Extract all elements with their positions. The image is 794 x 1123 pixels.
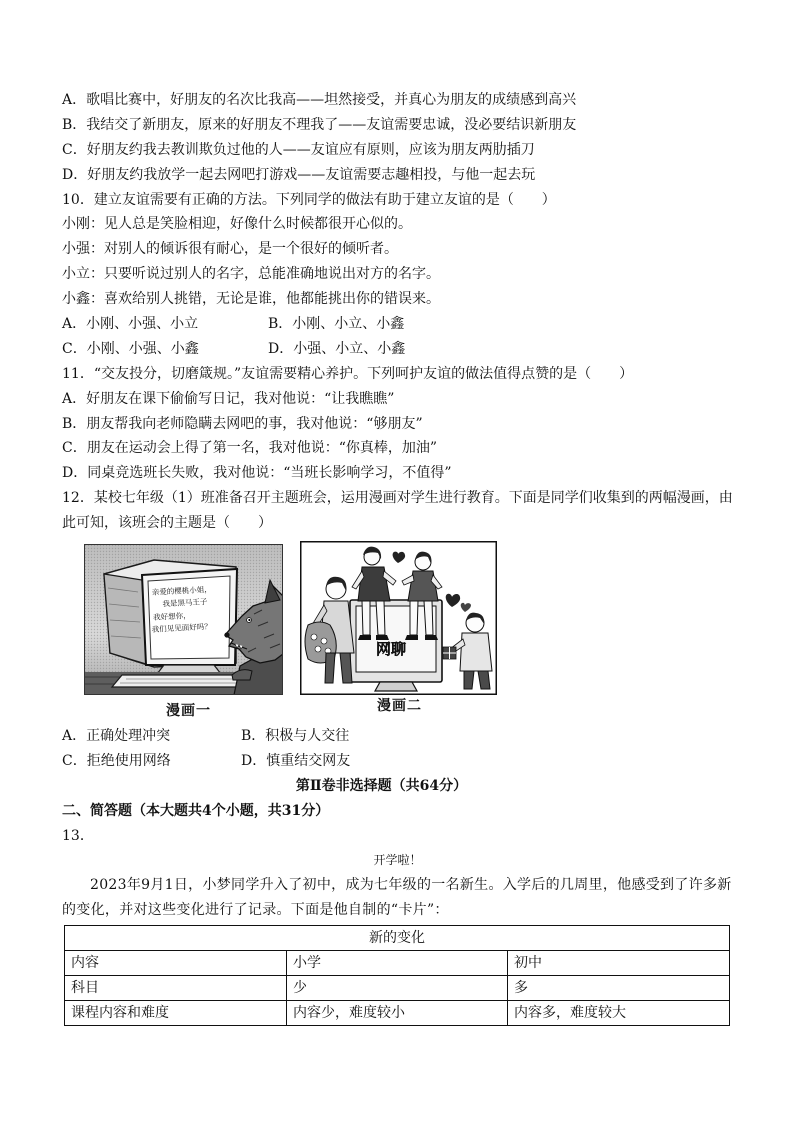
- q13-paragraph-line-2: 的变化，并对这些变化进行了记录。下面是他自制的“卡片”：: [62, 902, 449, 919]
- screen-message-line-3: 我好想你，: [152, 610, 191, 622]
- keyboard: [112, 675, 246, 687]
- q10-statement-xiaoqiang: 小强：对别人的倾诉很有耐心，是一个很好的倾听者。: [62, 241, 398, 258]
- screen-message-line-4: 我们见见面好吗？: [151, 621, 212, 634]
- table-title-row: [65, 926, 730, 951]
- table-cell: 课程内容和难度: [65, 1001, 287, 1026]
- screen-message-line-2: 我是黑马王子: [162, 597, 208, 609]
- table-row: [65, 1001, 730, 1026]
- q10-option-c: C．小刚、小强、小鑫: [62, 340, 199, 357]
- q12-stem-line-1: 12．某校七年级（1）班准备召开主题班会，运用漫画对学生进行教育。下面是同学们收集到的两幅漫画，由: [62, 490, 733, 507]
- table-row: [65, 976, 730, 1001]
- q10-option-b: B．小刚、小立、小鑫: [268, 316, 405, 333]
- q11-option-d: D．同桌竞选班长失败，我对他说：“当班长影响学习，不值得”: [62, 465, 452, 482]
- table-title: 新的变化: [65, 926, 730, 951]
- table-header-cell: 内容: [65, 951, 287, 976]
- cartoon-2: [300, 541, 497, 695]
- q9-option-a: A．歌唱比赛中，好朋友的名次比我高——坦然接受，并真心为朋友的成绩感到高兴: [62, 92, 577, 108]
- q12-options-row-2: [62, 749, 729, 774]
- table-header-row: [65, 951, 730, 976]
- cartoon-2-illustration: [300, 541, 497, 695]
- part2-title: 第Ⅱ卷非选择题（共64分）: [295, 777, 468, 794]
- table-cell: 少: [287, 976, 508, 1001]
- cartoon-1: [84, 544, 283, 695]
- gift-man-body: [460, 633, 492, 671]
- q10-options-row-2: [62, 337, 729, 362]
- table-cell: 内容多，难度较大: [508, 1001, 730, 1026]
- q9-option-d: D．好朋友约我放学一起去网吧打游戏——友谊需要志趣相投，与他一起去玩: [62, 166, 536, 183]
- table-cell: 多: [508, 976, 730, 1001]
- q9-option-b: B．我结交了新朋友，原来的好朋友不理我了——友谊需要忠诚，没必要结识新朋友: [62, 116, 577, 133]
- q9-option-c: C．好朋友约我去教训欺负过他的人——友谊应有原则，应该为朋友两肋插刀: [62, 141, 535, 158]
- q13-paragraph-line-1: 2023年9月1日，小梦同学升入了初中，成为七年级的一名新生。入学后的几周里，他感受到了许多新: [90, 877, 732, 894]
- q10-statement-xiaogang: 小刚：见人总是笑脸相迎，好像什么时候都很开心似的。: [62, 216, 412, 233]
- q10-option-d: D．小强、小立、小鑫: [268, 340, 406, 357]
- computer-monitor: [104, 560, 237, 674]
- q12-stem-line-2: 此可知，该班会的主题是（ ）: [62, 515, 272, 532]
- q10-statement-xiaoxin: 小鑫：喜欢给别人挑错，无论是谁，他都能挑出你的错误来。: [62, 291, 440, 308]
- q12-option-b: B．积极与人交往: [241, 728, 350, 744]
- screen-message-line-1: 亲爱的樱桃小姐，: [151, 584, 212, 597]
- table-header-cell: 初中: [508, 951, 730, 976]
- q10-options-row-1: [62, 312, 729, 337]
- cartoon-2-caption: 漫画二: [377, 698, 422, 714]
- wolf-nose: [224, 632, 229, 637]
- q11-option-a: A．好朋友在课下偷偷写日记，我对他说：“让我瞧瞧”: [62, 390, 395, 407]
- questions-block-lower: [62, 724, 732, 923]
- questions-block-upper: [62, 88, 733, 536]
- q13-number: 13．: [62, 827, 94, 844]
- changes-table: [64, 925, 730, 1026]
- table-header-cell: 小学: [287, 951, 508, 976]
- monitor-stand: [375, 682, 417, 691]
- table-cell: 科目: [65, 976, 287, 1001]
- q10-statement-xiaoli: 小立：只要听说过别人的名字，总能准确地说出对方的名字。: [62, 266, 440, 283]
- table-cell: 内容少，难度较小: [287, 1001, 508, 1026]
- monitor-label: 网聊: [375, 640, 407, 658]
- section-heading: 二、简答题（本大题共4个小题，共31分）: [62, 802, 330, 819]
- q11-option-c: C．朋友在运动会上得了第一名，我对他说：“你真棒，加油”: [62, 440, 438, 457]
- q12-option-c: C．拒绝使用网络: [62, 752, 171, 769]
- q11-option-b: B．朋友帮我向老师隐瞒去网吧的事，我对他说：“够朋友”: [62, 415, 423, 432]
- q11-stem: 11．“交友投分，切磨箴规。”友谊需要精心养护。下列呵护友谊的做法值得点赞的是（ ）: [62, 365, 634, 382]
- cartoon-1-illustration: [84, 544, 283, 695]
- q12-options-row-1: [62, 724, 729, 749]
- q12-option-a: A．正确处理冲突: [62, 728, 171, 744]
- q10-stem: 10．建立友谊需要有正确的方法。下列同学的做法有助于建立友谊的是（ ）: [62, 191, 556, 208]
- q12-option-d: D．慎重结交网友: [241, 752, 351, 769]
- q13-card-title: 开学啦！: [373, 853, 422, 868]
- q10-option-a: A．小刚、小强、小立: [62, 316, 199, 333]
- cartoon-1-caption: 漫画一: [166, 703, 211, 719]
